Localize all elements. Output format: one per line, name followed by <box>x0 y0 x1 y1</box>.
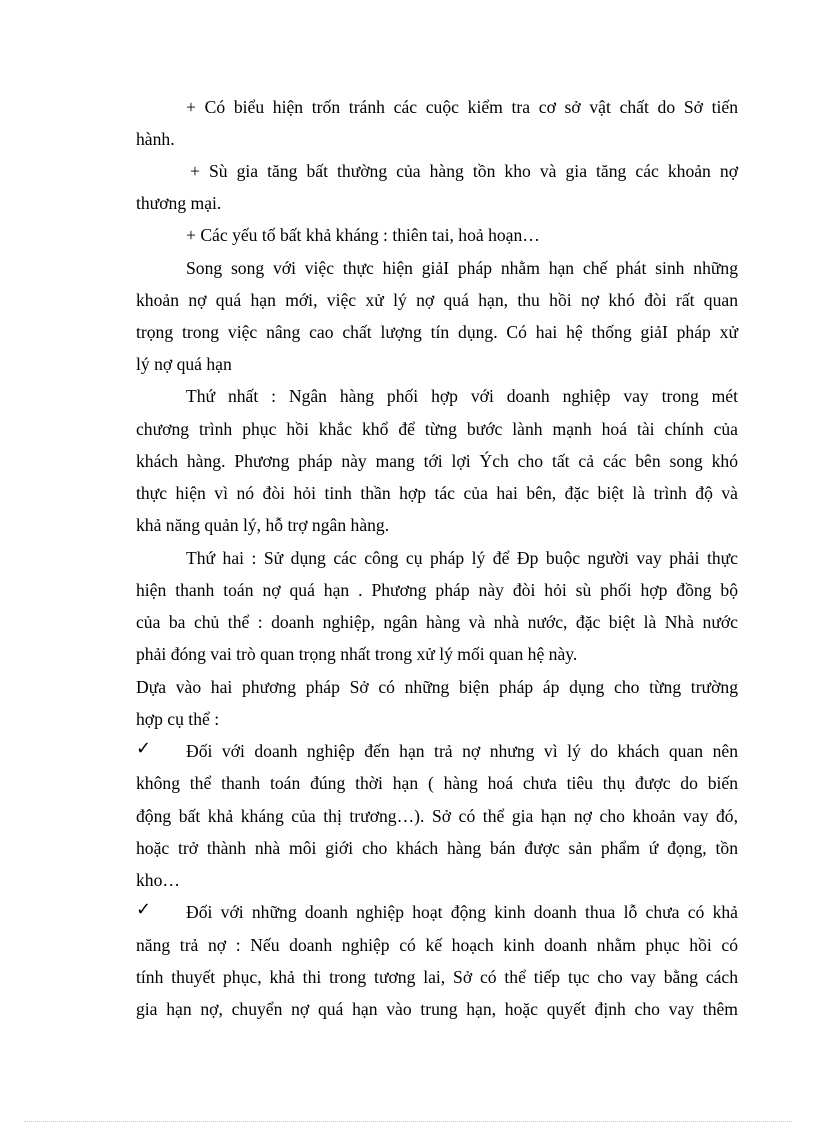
text-line: + Sù gia tăng bất thường của hàng tồn kho và gia tăng các khoản nợ <box>190 161 738 181</box>
text-line: khả năng quản lý, hỗ trợ ngân hàng. <box>136 515 390 535</box>
text-line: hiện thanh toán nợ quá hạn . Phương pháp này đòi hỏi sù phối hợp đồng bộ <box>136 580 738 600</box>
text-line: Đối với doanh nghiệp đến hạn trả nợ nhưng vì lý do khách quan nên <box>186 741 738 761</box>
text-line: kho… <box>136 870 180 890</box>
text-line: Đối với những doanh nghiệp hoạt động kinh doanh thua lỗ chưa có khả <box>186 902 738 922</box>
text-line: không thể thanh toán đúng thời hạn ( hàng hoá chưa tiêu thụ được do biến <box>136 773 738 793</box>
text-line: Thứ nhất : Ngân hàng phối hợp với doanh nghiệp vay trong mét <box>186 386 738 406</box>
text-line: thương mại. <box>136 193 222 213</box>
text-line: Dựa vào hai phương pháp Sở có những biện pháp áp dụng cho từng trường <box>136 677 738 697</box>
text-line: gia hạn nợ, chuyển nợ quá hạn vào trung hạn, hoặc quyết định cho vay thêm <box>136 999 738 1019</box>
text-line: khoản nợ quá hạn mới, việc xử lý nợ quá hạn, thu hồi nợ khó đòi rất quan <box>136 290 738 310</box>
text-line: khách hàng. Phương pháp này mang tới lợi Ých cho tất cả các bên song khó <box>136 451 738 471</box>
text-line: động bất khả kháng của thị trương…). Sở có thể gia hạn nợ cho khoản vay đó, <box>136 806 738 826</box>
text-line: thực hiện vì nó đòi hỏi tinh thần hợp tác của hai bên, đặc biệt là trình độ và <box>136 483 738 503</box>
text-line: hợp cụ thể : <box>136 709 220 729</box>
page-bottom-rule <box>24 1121 792 1122</box>
text-line: tính thuyết phục, khả thi trong tương lai, Sở có thể tiếp tục cho vay bằng cách <box>136 967 738 987</box>
text-line: hành. <box>136 129 175 149</box>
text-line: + Có biểu hiện trốn tránh các cuộc kiểm tra cơ sở vật chất do Sở tiến <box>186 97 738 117</box>
text-line: hoặc trở thành nhà môi giới cho khách hàng bán được sản phẩm ứ đọng, tồn <box>136 838 738 858</box>
text-line: lý nợ quá hạn <box>136 354 232 374</box>
text-line: phải đóng vai trò quan trọng nhất trong xử lý mối quan hệ này. <box>136 644 578 664</box>
text-line: Song song với việc thực hiện giảI pháp nhằm hạn chế phát sinh những <box>186 258 738 278</box>
checkmark-icon: ✓ <box>136 899 152 920</box>
text-line: trọng trong việc nâng cao chất lượng tín dụng. Có hai hệ thống giảI pháp xử <box>136 322 738 342</box>
text-line: năng trả nợ : Nếu doanh nghiệp có kế hoạch kinh doanh nhằm phục hồi có <box>136 935 738 955</box>
checkmark-icon: ✓ <box>136 738 152 759</box>
text-line: + Các yếu tố bất khả kháng : thiên tai, hoả hoạn… <box>186 225 540 245</box>
text-line: của ba chủ thể : doanh nghiệp, ngân hàng và nhà nước, đặc biệt là Nhà nước <box>136 612 738 632</box>
text-line: chương trình phục hồi khắc khổ để từng bước lành mạnh hoá tài chính của <box>136 419 738 439</box>
text-line: Thứ hai : Sử dụng các công cụ pháp lý để Ðp buộc người vay phải thực <box>186 548 738 568</box>
